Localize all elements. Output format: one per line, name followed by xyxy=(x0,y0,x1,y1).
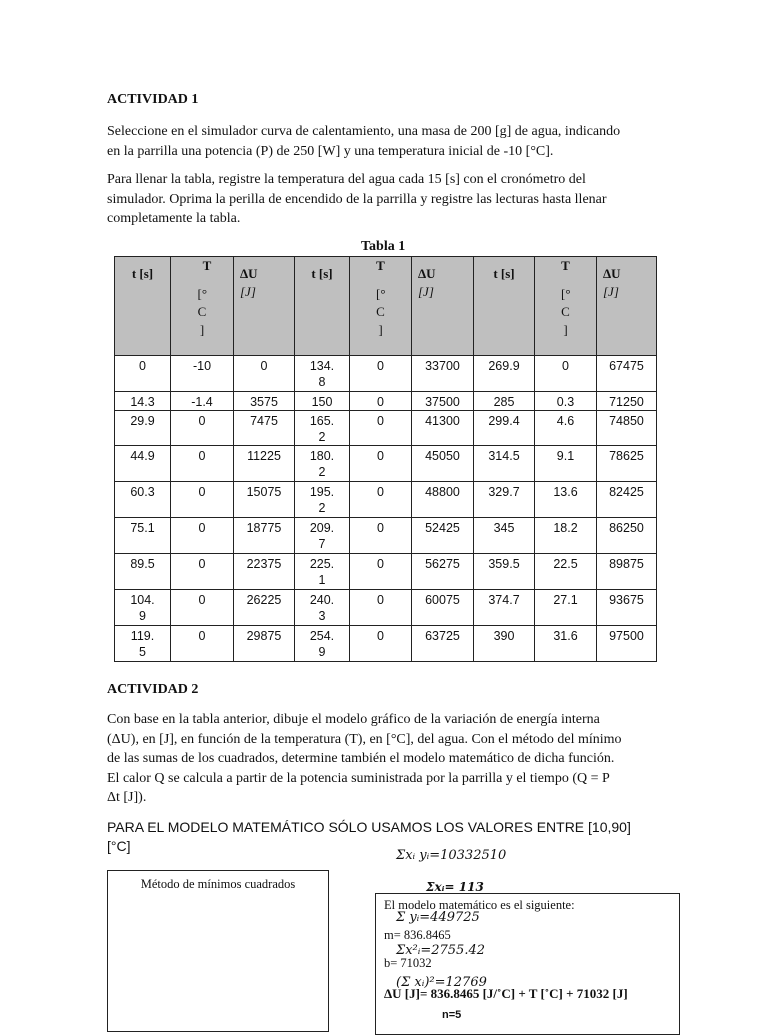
table-cell: 41300 xyxy=(412,411,474,446)
model-note xyxy=(107,818,631,856)
table-cell: 14.3 xyxy=(115,392,171,411)
table-cell: 29875 xyxy=(234,626,295,662)
table-cell: 0 xyxy=(171,411,234,446)
table-cell: -1.4 xyxy=(171,392,234,411)
model-note-line2: [°C] xyxy=(107,838,131,854)
table-cell: 0 xyxy=(350,392,412,411)
table-cell: 150 xyxy=(295,392,350,411)
table-cell: 60075 xyxy=(412,590,474,626)
table-cell: 0 xyxy=(350,411,412,446)
activity2-heading: ACTIVIDAD 2 xyxy=(107,682,199,697)
table-cell: 225.1 xyxy=(295,554,350,590)
table-cell: 86250 xyxy=(597,518,657,554)
table-cell: 78625 xyxy=(597,446,657,482)
sum-x-total-squared: (Σ xᵢ)²=12769 xyxy=(396,975,487,990)
table-cell: 0 xyxy=(350,356,412,392)
table-cell: 0 xyxy=(115,356,171,392)
table-cell: 209.7 xyxy=(295,518,350,554)
data-table xyxy=(114,256,657,662)
header-time-2: t [s] xyxy=(295,257,350,356)
activity1-paragraph-1 xyxy=(107,122,667,161)
table-cell: 15075 xyxy=(234,482,295,518)
table-cell: 0.3 xyxy=(535,392,597,411)
model-note-line1: PARA EL MODELO MATEMÁTICO SÓLO USAMOS LOS VALORES ENTRE [10,90] xyxy=(107,819,631,835)
table-row xyxy=(115,590,657,626)
table-row xyxy=(115,626,657,662)
table-cell: 18775 xyxy=(234,518,295,554)
table-cell: 26225 xyxy=(234,590,295,626)
table-cell: 345 xyxy=(474,518,535,554)
table-cell: 63725 xyxy=(412,626,474,662)
activity1-para2-line1: Para llenar la tabla, registre la temperatura del agua cada 15 [s] con el cronómetro del xyxy=(107,172,586,187)
sum-x-squared: Σx²ᵢ=2755.42 xyxy=(396,943,486,958)
table-cell: 0 xyxy=(171,446,234,482)
table-cell: 0 xyxy=(350,482,412,518)
table-cell: 254.9 xyxy=(295,626,350,662)
table-cell: 37500 xyxy=(412,392,474,411)
activity1-para2-line2: simulador. Oprima la perilla de encendido de la parrilla y registre las lecturas hasta llenar xyxy=(107,191,607,207)
table-cell: 180.2 xyxy=(295,446,350,482)
table-cell: 22.5 xyxy=(535,554,597,590)
table-header-row xyxy=(115,257,657,356)
header-temp-1: T [° C ] xyxy=(171,257,234,356)
table-cell: 285 xyxy=(474,392,535,411)
activity2-line1: Con base en la tabla anterior, dibuje el modelo gráfico de la variación de energía interna xyxy=(107,712,600,727)
header-time-1: t [s] xyxy=(115,257,171,356)
table-cell: 0 xyxy=(350,518,412,554)
table-cell: 359.5 xyxy=(474,554,535,590)
table-cell: 18.2 xyxy=(535,518,597,554)
sum-n: n=5 xyxy=(442,1009,462,1021)
table-cell: 89.5 xyxy=(115,554,171,590)
activity2-line2: (ΔU), en [J], en función de la temperatura (T), en [°C], del agua. Con el método del mínimo xyxy=(107,731,622,747)
table-cell: 7475 xyxy=(234,411,295,446)
sum-x: Σxᵢ= 113 xyxy=(426,880,484,894)
header-energy-3: ΔU [J] xyxy=(597,257,657,356)
header-energy-1: ΔU [J] xyxy=(234,257,295,356)
table-cell: 374.7 xyxy=(474,590,535,626)
activity1-para2-line3: completamente la tabla. xyxy=(107,211,241,226)
table-cell: 22375 xyxy=(234,554,295,590)
activity1-heading: ACTIVIDAD 1 xyxy=(107,92,199,107)
activity2-line5: Δt [J]). xyxy=(107,790,147,805)
table-cell: 45050 xyxy=(412,446,474,482)
table-cell: -10 xyxy=(171,356,234,392)
table-cell: 56275 xyxy=(412,554,474,590)
header-time-3: t [s] xyxy=(474,257,535,356)
table-cell: 0 xyxy=(171,518,234,554)
table-cell: 0 xyxy=(350,626,412,662)
table-row xyxy=(115,446,657,482)
table-cell: 60.3 xyxy=(115,482,171,518)
header-energy-2: ΔU [J] xyxy=(412,257,474,356)
table-cell: 0 xyxy=(535,356,597,392)
table-cell: 119.5 xyxy=(115,626,171,662)
least-squares-title: Método de mínimos cuadrados xyxy=(140,877,296,891)
table-cell: 329.7 xyxy=(474,482,535,518)
activity2-line3: de las sumas de los cuadrados, determine también el modelo matemático de dicha función. xyxy=(107,751,615,766)
activity1-para1-line1: Seleccione en el simulador curva de calentamiento, una masa de 200 [g] de agua, indicando xyxy=(107,124,621,139)
table-cell: 75.1 xyxy=(115,518,171,554)
table-cell: 0 xyxy=(171,554,234,590)
least-squares-box xyxy=(107,870,329,1032)
table-cell: 0 xyxy=(350,590,412,626)
table-cell: 314.5 xyxy=(474,446,535,482)
table-row xyxy=(115,392,657,411)
table-cell: 74850 xyxy=(597,411,657,446)
table-cell: 52425 xyxy=(412,518,474,554)
table-cell: 89875 xyxy=(597,554,657,590)
slope-value: m= 836.8465 xyxy=(384,928,451,942)
table-cell: 0 xyxy=(234,356,295,392)
table-cell: 390 xyxy=(474,626,535,662)
model-intro: El modelo matemático es el siguiente: xyxy=(384,898,575,912)
table-row xyxy=(115,518,657,554)
activity2-line4: El calor Q se calcula a partir de la potencia suministrada por la parrilla y el tiempo (Q = P xyxy=(107,770,610,786)
table-cell: 11225 xyxy=(234,446,295,482)
header-temp-2: T [° C ] xyxy=(350,257,412,356)
table-cell: 240.3 xyxy=(295,590,350,626)
table-cell: 195.2 xyxy=(295,482,350,518)
table-cell: 165.2 xyxy=(295,411,350,446)
table-cell: 0 xyxy=(350,554,412,590)
intercept-value: b= 71032 xyxy=(384,956,432,970)
table-cell: 9.1 xyxy=(535,446,597,482)
activity1-paragraph-2 xyxy=(107,170,667,229)
table-row xyxy=(115,356,657,392)
table-cell: 0 xyxy=(350,446,412,482)
table-cell: 31.6 xyxy=(535,626,597,662)
header-temp-3: T [° C ] xyxy=(535,257,597,356)
table-cell: 4.6 xyxy=(535,411,597,446)
table-cell: 29.9 xyxy=(115,411,171,446)
table-cell: 104.9 xyxy=(115,590,171,626)
table-cell: 67475 xyxy=(597,356,657,392)
table-cell: 269.9 xyxy=(474,356,535,392)
table-cell: 0 xyxy=(171,482,234,518)
table-cell: 27.1 xyxy=(535,590,597,626)
table-cell: 3575 xyxy=(234,392,295,411)
table-cell: 71250 xyxy=(597,392,657,411)
activity1-para1-line2: en la parrilla una potencia (P) de 250 [W] y una temperatura inicial de -10 [°C]. xyxy=(107,143,554,159)
table-cell: 82425 xyxy=(597,482,657,518)
table-cell: 134.8 xyxy=(295,356,350,392)
table-cell: 0 xyxy=(171,590,234,626)
table-cell: 44.9 xyxy=(115,446,171,482)
table-caption: Tabla 1 xyxy=(361,239,406,254)
table-cell: 97500 xyxy=(597,626,657,662)
sum-y: Σ yᵢ=449725 xyxy=(396,910,480,925)
table-cell: 93675 xyxy=(597,590,657,626)
table-cell: 299.4 xyxy=(474,411,535,446)
table-cell: 0 xyxy=(171,626,234,662)
table-cell: 13.6 xyxy=(535,482,597,518)
sum-xy: Σxᵢ yᵢ=10332510 xyxy=(396,848,507,863)
table-row xyxy=(115,482,657,518)
activity2-paragraph xyxy=(107,710,667,808)
model-equation: ΔU [J]= 836.8465 [J/˚C] + T [˚C] + 71032 [J] xyxy=(384,986,628,1001)
table-row xyxy=(115,554,657,590)
table-cell: 48800 xyxy=(412,482,474,518)
table-row xyxy=(115,411,657,446)
table-cell: 33700 xyxy=(412,356,474,392)
